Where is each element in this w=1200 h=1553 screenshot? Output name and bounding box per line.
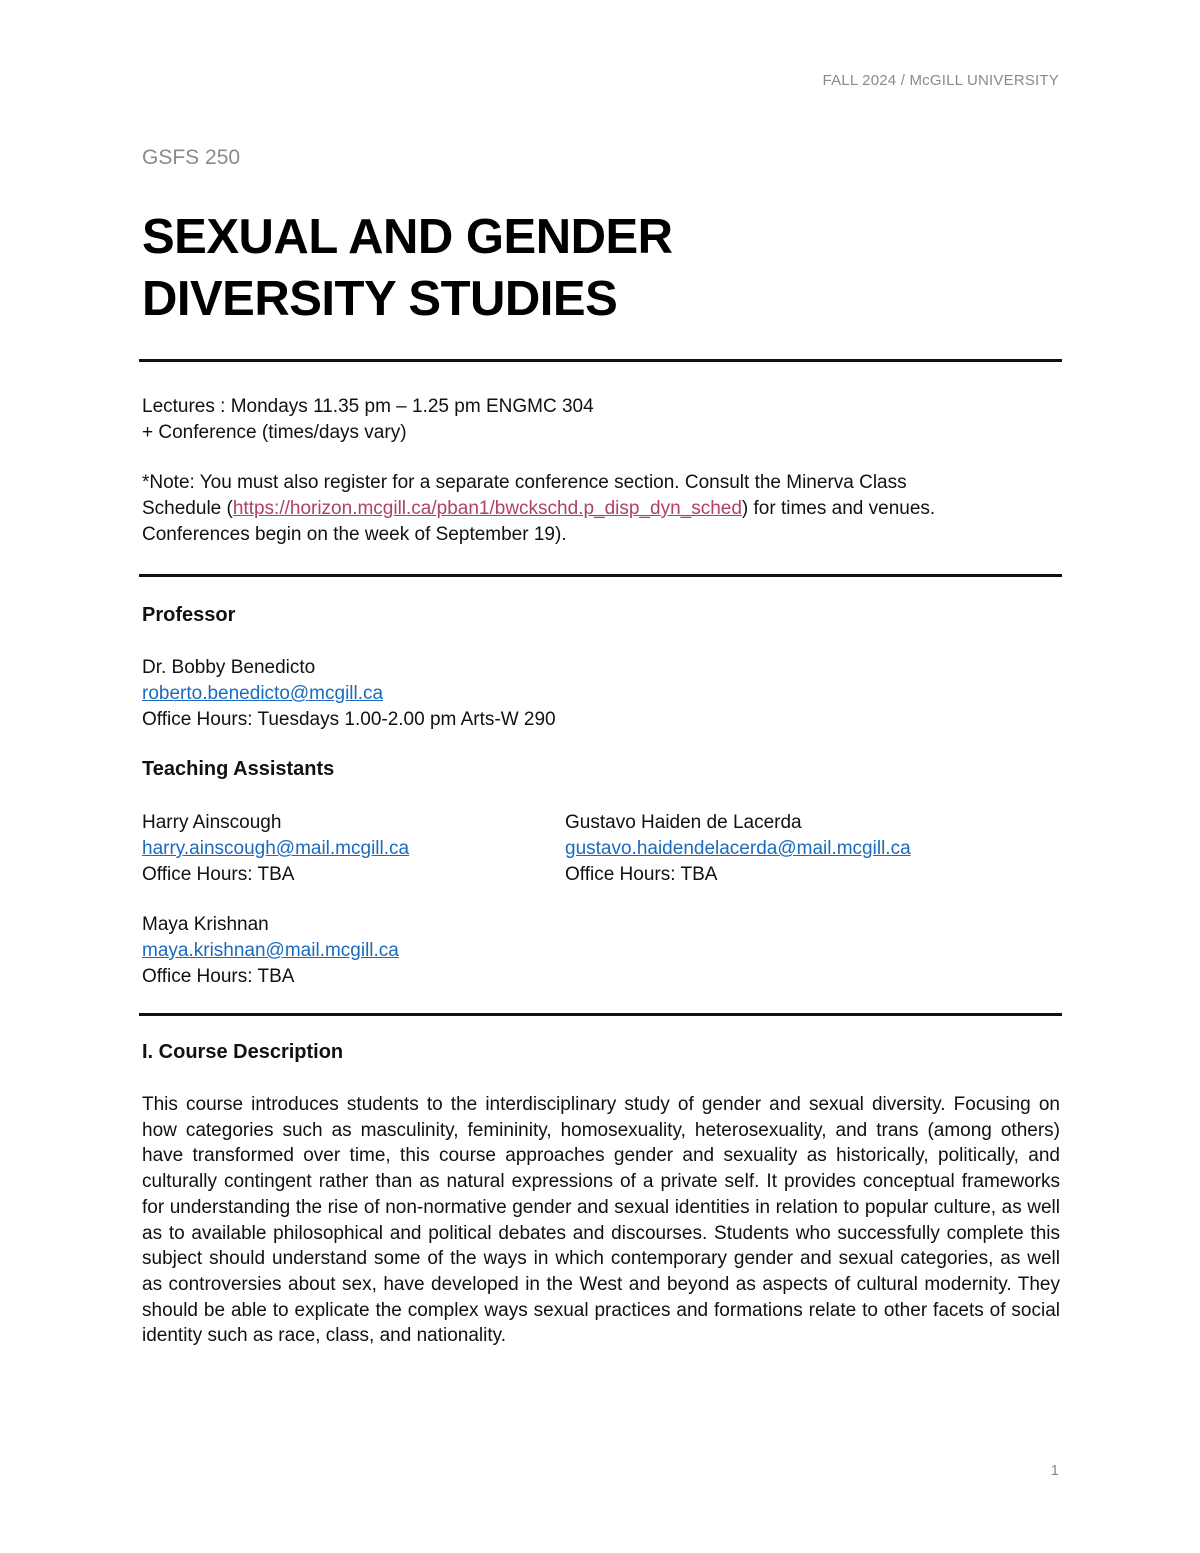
minerva-schedule-link[interactable]: https://horizon.mcgill.ca/pban1/bwckschd.p_disp_dyn_sched — [232, 498, 742, 519]
ta-email-link[interactable]: gustavo.haidendelacerda@mail.mcgill.ca — [565, 838, 911, 859]
ta-email-link[interactable]: harry.ainscough@mail.mcgill.ca — [142, 838, 410, 859]
professor-email-link[interactable]: roberto.benedicto@mcgill.ca — [142, 683, 384, 704]
note-line-2-suffix: ) for times and venues. — [741, 498, 936, 519]
professor-name: Dr. Bobby Benedicto — [142, 657, 316, 678]
teaching-assistants-heading: Teaching Assistants — [142, 758, 335, 780]
ta-card-maya — [142, 912, 542, 990]
divider-rule-2 — [139, 574, 1062, 577]
professor-info — [142, 655, 1062, 733]
ta-office-hours: Office Hours: TBA — [565, 864, 718, 885]
page-number: 1 — [1050, 1462, 1059, 1479]
course-code: GSFS 250 — [142, 146, 241, 169]
ta-email-link[interactable]: maya.krishnan@mail.mcgill.ca — [142, 940, 399, 961]
professor-office-hours: Office Hours: Tuesdays 1.00-2.00 pm Arts-W 290 — [142, 709, 556, 730]
ta-name: Maya Krishnan — [142, 914, 269, 935]
course-title-line-2: DIVERSITY STUDIES — [142, 272, 618, 326]
note-line-3: Conferences begin on the week of September 19). — [142, 524, 567, 545]
professor-heading: Professor — [142, 604, 236, 626]
course-description-heading: I. Course Description — [142, 1041, 344, 1063]
note-line-2 — [142, 496, 1062, 522]
ta-card-harry — [142, 810, 542, 888]
course-title-line-1: SEXUAL AND GENDER — [142, 210, 673, 264]
ta-card-gustavo — [565, 810, 1060, 888]
note-line-2-prefix: Schedule ( — [142, 498, 233, 519]
term-university-header: FALL 2024 / McGILL UNIVERSITY — [822, 72, 1059, 89]
course-title — [142, 206, 1042, 330]
lectures-line: Lectures : Mondays 11.35 pm – 1.25 pm ENGMC 304 — [142, 396, 594, 417]
divider-rule-3 — [139, 1013, 1062, 1016]
ta-name: Gustavo Haiden de Lacerda — [565, 812, 802, 833]
course-description-body: This course introduces students to the interdisciplinary study of gender and sexual diversity. Focusing on how categories such as masculinity, femininity, homosexuality, heterosexuality, and trans (among others) have transformed over time, this course approaches gender and sexuality as historically, politically, and culturally contingent rather than as natural expressions of a private self. It provides conceptual frameworks for understanding the rise of non-normative gender and sexual identities in relation to popular culture, as well as to available philosophical and political debates and discourses. Students who successfully complete this subject should understand some of the ways in which contemporary gender and sexual categories, as well as controversies about sex, have developed in the West and beyond as aspects of cultural modernity. They should be able to explicate the complex ways sexual practices and formations relate to other facets of social identity such as race, class, and nationality. — [142, 1094, 1060, 1347]
ta-office-hours: Office Hours: TBA — [142, 864, 295, 885]
divider-rule-1 — [139, 359, 1062, 362]
ta-office-hours: Office Hours: TBA — [142, 966, 295, 987]
conference-line: + Conference (times/days vary) — [142, 422, 407, 443]
ta-name: Harry Ainscough — [142, 812, 282, 833]
note-line-1: *Note: You must also register for a separate conference section. Consult the Minerva Class — [142, 472, 907, 493]
conference-note — [142, 470, 1062, 548]
schedule-info — [142, 394, 1062, 446]
